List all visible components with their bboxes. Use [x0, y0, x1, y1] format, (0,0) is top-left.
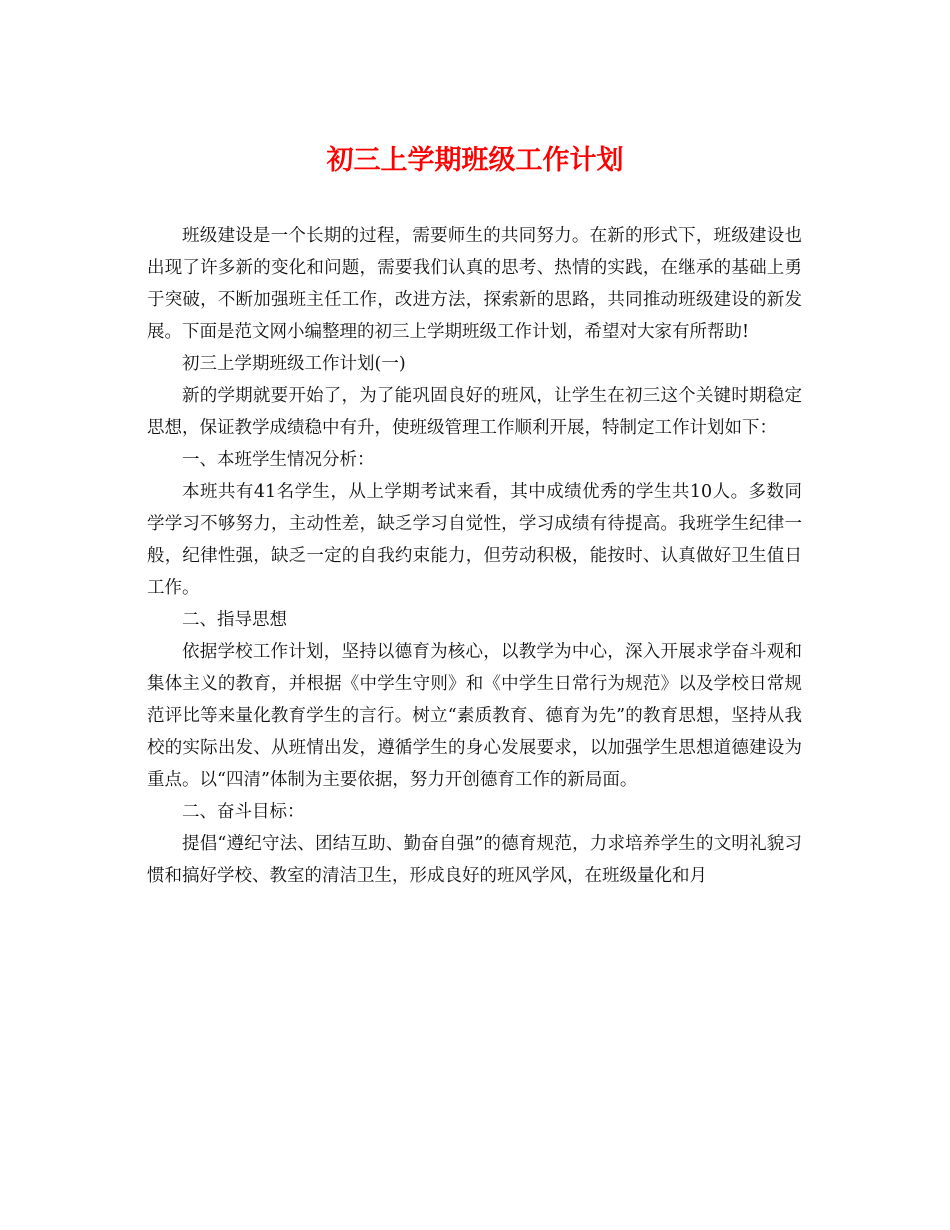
section-heading-plan-one: 初三上学期班级工作计划(一): [182, 354, 406, 374]
paragraph-student-analysis: 本班共有41名学生，从上学期考试来看，其中成绩优秀的学生共10人。多数同学学习不够努力，主动性差，缺乏学习自觉性，学习成绩有待提高。我班学生纪律一般，纪律性强，缺乏一定的自我约束能力，但劳动积极，能按时、认真做好卫生值日工作。: [147, 482, 802, 598]
section-heading-student-analysis: 一、本班学生情况分析：: [182, 450, 375, 470]
section-heading-goals: 二、奋斗目标：: [182, 802, 305, 822]
paragraph-guiding-idea: 依据学校工作计划，坚持以德育为核心，以教学为中心，深入开展求学奋斗观和集体主义的教育，并根据《中学生守则》和《中学生日常行为规范》以及学校日常规范评比等来量化教育学生的言行。树立“素质教育、德育为先”的教育思想，坚持从我校的实际出发、从班情出发，遵循学生的身心发展要求，以加强学生思想道德建设为重点。以“四清”体制为主要依据，努力开创德育工作的新局面。: [147, 642, 802, 790]
paragraph-plan-intro: 新的学期就要开始了，为了能巩固良好的班风，让学生在初三这个关键时期稳定思想，保证教学成绩稳中有升，使班级管理工作顺利开展，特制定工作计划如下：: [147, 386, 802, 438]
page-title: 初三上学期班级工作计划: [326, 145, 624, 176]
section-heading-guiding-idea: 二、指导思想: [182, 610, 287, 630]
document-body: [147, 220, 802, 892]
paragraph-goals: 提倡“遵纪守法、团结互助、勤奋自强”的德育规范，力求培养学生的文明礼貌习惯和搞好学校、教室的清洁卫生，形成良好的班风学风，在班级量化和月: [147, 834, 802, 886]
paragraph-intro: 班级建设是一个长期的过程，需要师生的共同努力。在新的形式下，班级建设也出现了许多新的变化和问题，需要我们认真的思考、热情的实践，在继承的基础上勇于突破，不断加强班主任工作，改进方法，探索新的思路，共同推动班级建设的新发展。下面是范文网小编整理的初三上学期班级工作计划，希望对大家有所帮助!: [147, 226, 802, 342]
